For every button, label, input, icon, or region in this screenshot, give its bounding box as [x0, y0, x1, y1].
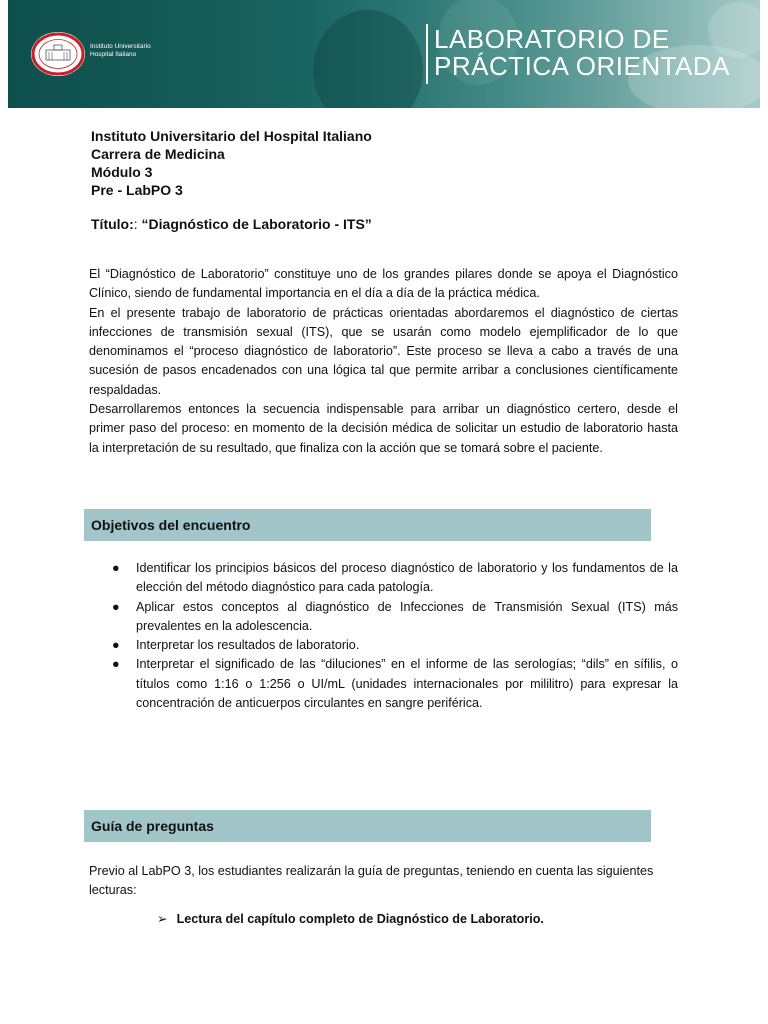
title-separator: :: [133, 216, 138, 232]
banner-divider: [426, 24, 428, 84]
bullet-icon: ●: [112, 638, 120, 653]
logo-name-line2: Hospital Italiano: [90, 51, 137, 58]
guide-text: Previo al LabPO 3, los estudiantes realizarán la guía de preguntas, teniendo en cuenta las siguientes lecturas:: [89, 864, 654, 897]
reading-item: [157, 910, 544, 929]
objectives-heading: Objetivos del encuentro: [84, 509, 651, 541]
objective-text: Identificar los principios básicos del proceso diagnóstico de laboratorio y los fundamentos de la elección del método diagnóstico para cada patología.: [136, 561, 678, 595]
list-item: [110, 598, 678, 637]
list-item: [110, 559, 678, 598]
intro-paragraph-1: El “Diagnóstico de Laboratorio” constituye uno de los grandes pilares donde se apoya el Diagnóstico Clínico, siendo de fundamental importancia en el día a día de la práctica médica.: [89, 267, 678, 301]
bullet-icon: ●: [112, 599, 120, 614]
bullet-icon: ●: [112, 561, 120, 575]
institution-name: Instituto Universitario del Hospital Italiano: [91, 128, 372, 144]
objective-text: Interpretar el significado de las “diluciones” en el informe de las serologías; “dils” en sífilis, o títulos como 1:16 o 1:256 o UI/mL (unidades internacionales por mililitro) para expresar la concentración de anticuerpos circulantes en sangre periférica.: [136, 657, 678, 711]
lab-session-name: Pre - LabPO 3: [91, 182, 183, 198]
title-label: Título:: [91, 216, 134, 232]
intro-paragraph-2: En el presente trabajo de laboratorio de prácticas orientadas abordaremos el diagnóstico de ciertas infecciones de transmisión sexual (ITS), que se usarán como modelo ejemplificador de lo que denominamos el “proceso diagnóstico de laboratorio”. Este proceso se lleva a cabo a través de una sucesión de pasos encadenados con una lógica tal que permite arribar a conclusiones científicamente respaldadas.: [89, 305, 678, 397]
banner-title: [434, 26, 730, 80]
document-heading: [91, 127, 372, 199]
header-banner: [8, 0, 760, 108]
list-item: [110, 655, 678, 713]
bullet-icon: ●: [112, 657, 120, 672]
objective-text: Interpretar los resultados de laboratorio.: [136, 638, 360, 653]
logo-name: [90, 43, 151, 59]
logo-name-line1: Instituto Universitario: [90, 43, 151, 50]
intro-text: [89, 265, 678, 458]
reading-item-text: Lectura del capítulo completo de Diagnóstico de Laboratorio.: [176, 912, 544, 926]
arrow-right-icon: ➢: [157, 912, 168, 926]
banner-title-line2: PRÁCTICA ORIENTADA: [434, 51, 731, 81]
objective-text: Aplicar estos conceptos al diagnóstico de Infecciones de Transmisión Sexual (ITS) más prevalentes en la adolescencia.: [136, 599, 678, 633]
guide-heading: Guía de preguntas: [84, 810, 651, 842]
intro-paragraph-3: Desarrollaremos entonces la secuencia indispensable para arribar un diagnóstico certero, desde el primer paso del proceso: en momento de la decisión médica de solicitar un estudio de laboratorio hasta la interpretación de su resultado, que finaliza con la acción que se tomará sobre el paciente.: [89, 402, 678, 455]
title-text: “Diagnóstico de Laboratorio - ITS”: [137, 216, 372, 232]
module-name: Módulo 3: [91, 164, 153, 180]
career-name: Carrera de Medicina: [91, 146, 225, 162]
list-item: [110, 636, 678, 655]
banner-title-line1: LABORATORIO DE: [434, 24, 670, 54]
hospital-logo: [30, 30, 86, 78]
objectives-list: [110, 559, 678, 713]
document-title: [91, 215, 372, 233]
